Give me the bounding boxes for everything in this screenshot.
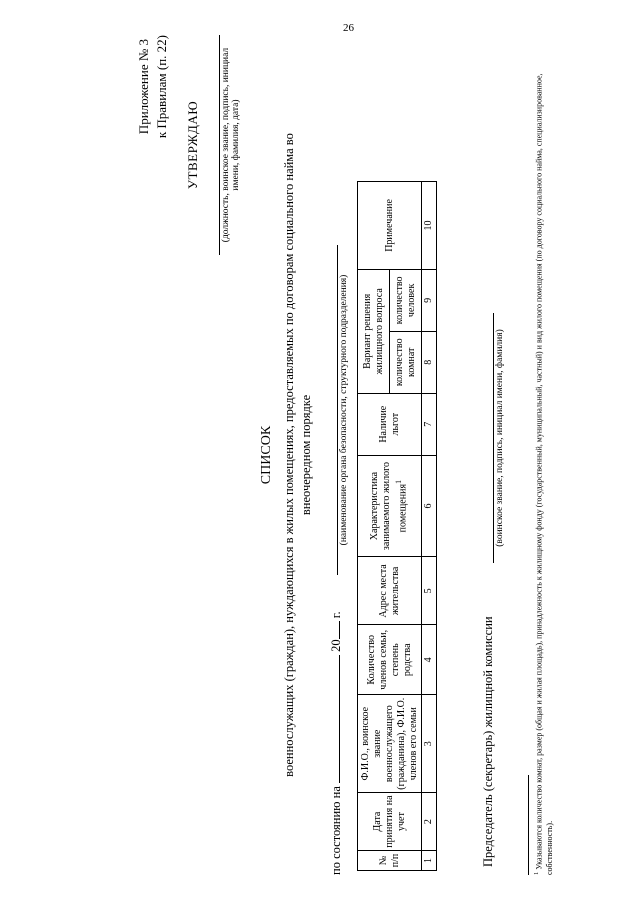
header-housing-text: Характеристика занимаемого жилого помещения bbox=[369, 462, 409, 551]
column-number: 10 bbox=[422, 182, 437, 270]
footnote-text: Указываются количество комнат, размер (общая и жилая площадь), принадлежность к жилищному фонду (государственный, муниципальный, частный) и вид жилого помещения (по договору социального найма, специализированное, собственность). bbox=[534, 73, 554, 875]
year-prefix: 20 bbox=[329, 639, 343, 652]
header-address: Адрес места жительства bbox=[358, 557, 422, 625]
approve-word: УТВЕРЖДАЮ bbox=[185, 100, 200, 190]
header-note: Примечание bbox=[358, 182, 422, 270]
rotated-page bbox=[135, 35, 595, 875]
appendix-header bbox=[135, 35, 171, 138]
column-number: 4 bbox=[422, 625, 437, 695]
document-title: СПИСОК bbox=[259, 425, 274, 485]
signature-caption: (воинское звание, подпись, инициал имени, фамилия) bbox=[493, 313, 506, 563]
unit-field bbox=[323, 245, 349, 575]
footnote-mark: 1 bbox=[533, 871, 540, 875]
page-number: 26 bbox=[343, 22, 354, 34]
column-number: 5 bbox=[422, 557, 437, 625]
signature-block bbox=[493, 313, 506, 563]
unit-caption: (наименование органа безопасности, структурного подразделения) bbox=[337, 245, 349, 575]
footnote-rule bbox=[528, 775, 529, 875]
as-of-date-line bbox=[329, 575, 344, 875]
column-number: 3 bbox=[422, 695, 437, 793]
header-fio: Ф.И.О., воинское звание военнослужащего (гражданина), Ф.И.О. членов его семьи bbox=[358, 695, 422, 793]
header-no: № п/п bbox=[358, 851, 422, 871]
footnote-ref: 1 bbox=[394, 479, 404, 484]
date-blank bbox=[339, 655, 340, 783]
header-persons: количество человек bbox=[390, 269, 422, 331]
column-number: 6 bbox=[422, 455, 437, 557]
column-number: 1 bbox=[422, 851, 437, 871]
footnote bbox=[528, 35, 555, 875]
column-number: 9 bbox=[422, 269, 437, 331]
header-solution-group: Вариант решения жилищного вопроса bbox=[358, 269, 390, 393]
appendix-reference: к Правилам (п. 22) bbox=[154, 35, 169, 139]
header-rooms: количество комнат bbox=[390, 331, 422, 393]
header-housing bbox=[358, 455, 422, 557]
appendix-number: Приложение № 3 bbox=[136, 39, 151, 135]
document-subtitle: военнослужащих (граждан), нуждающихся в жилых помещениях, предоставляемых по договорам социального найма во внеочередном порядке bbox=[282, 133, 313, 777]
year-suffix: г. bbox=[329, 611, 343, 619]
column-number: 2 bbox=[422, 793, 437, 851]
year-blank bbox=[339, 621, 340, 639]
approve-caption: (должность, воинское звание, подпись, инициал имени, фамилия, дата) bbox=[219, 35, 241, 255]
header-benefits: Наличие льгот bbox=[358, 393, 422, 455]
as-of-prefix: по состоянию на bbox=[329, 786, 343, 875]
column-number: 8 bbox=[422, 331, 437, 393]
list-table bbox=[357, 181, 437, 871]
approval-block bbox=[185, 35, 241, 255]
column-number: 7 bbox=[422, 393, 437, 455]
chair-label: Председатель (секретарь) жилищной комиссии bbox=[481, 616, 495, 867]
header-family: Количество членов семьи, степень родства bbox=[358, 625, 422, 695]
header-date: Дата принятия на учет bbox=[358, 793, 422, 851]
